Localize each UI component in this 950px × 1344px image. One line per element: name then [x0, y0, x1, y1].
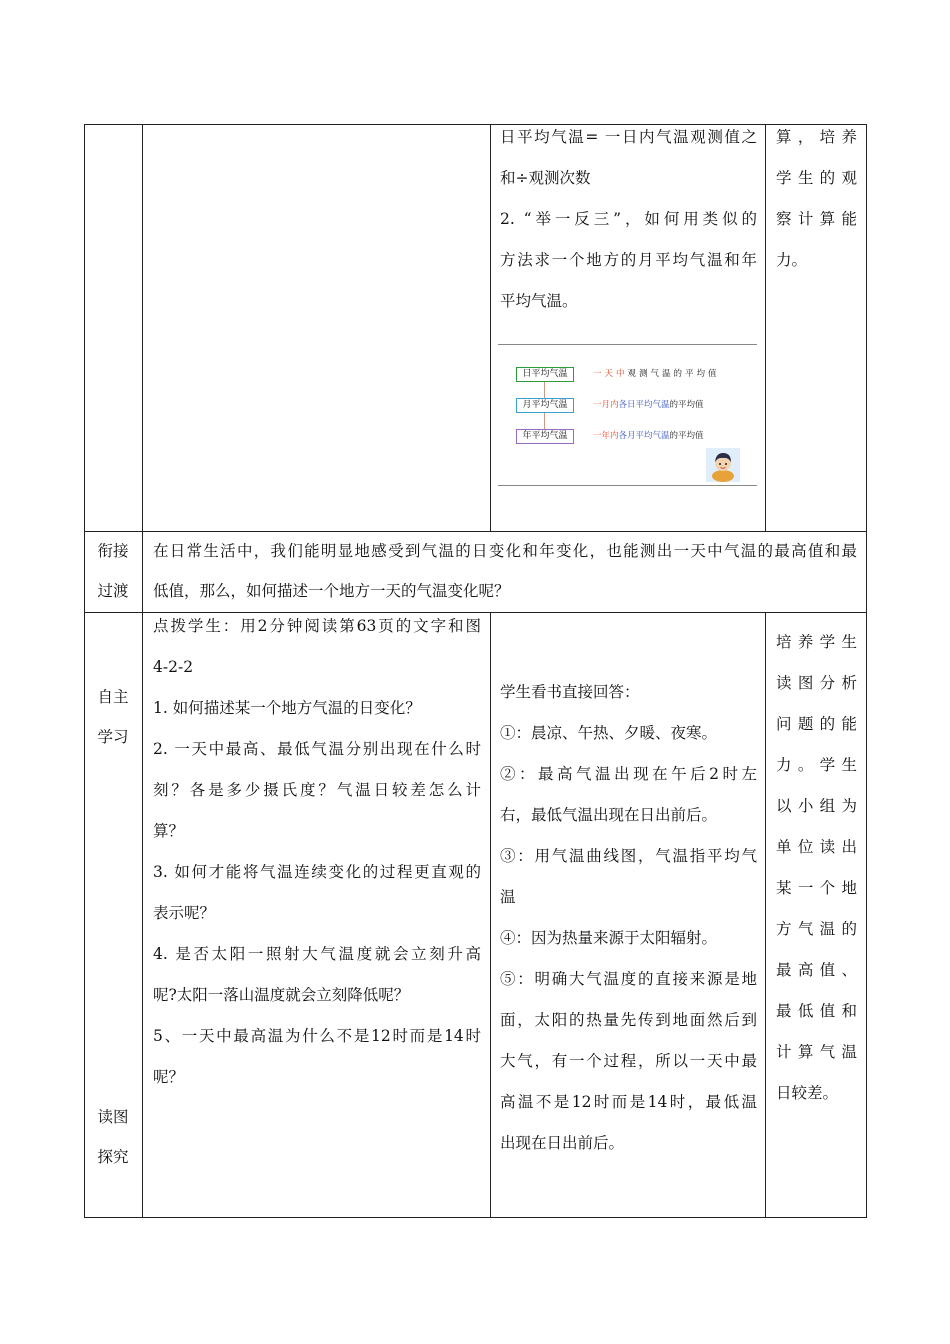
label-line: 过渡	[97, 582, 129, 600]
row3-student-answers	[500, 672, 757, 1164]
text-line: 单位读出	[776, 838, 857, 856]
text-line: 呢？	[153, 1068, 185, 1086]
text-line: 察计算能	[776, 210, 857, 228]
description-text: 的平均值	[669, 400, 704, 410]
text-line: 面，太阳的热量先传到地面然后到	[500, 1011, 757, 1029]
daily-average-box: 日平均气温	[516, 367, 574, 382]
table-divider	[490, 124, 491, 531]
label-line: 学习	[97, 728, 129, 746]
label-line: 衔接	[97, 542, 129, 560]
text-line: 读图分析	[776, 674, 857, 692]
table-divider	[765, 612, 766, 1218]
text-line: 算？	[153, 822, 185, 840]
table-divider	[765, 124, 766, 531]
text-line: 学生的观	[776, 169, 857, 187]
text-line: 学生看书直接回答：	[500, 683, 640, 701]
highlight-text: 一月内	[593, 400, 619, 410]
table-divider	[490, 612, 491, 1218]
diagram-top-rule	[498, 344, 757, 345]
row3-teacher-guidance	[153, 606, 481, 1098]
text-line: 计算气温	[776, 1043, 857, 1061]
text-line: 2. 一天中最高、最低气温分别出现在什么时	[153, 740, 481, 758]
highlight-text: 一天中	[593, 369, 628, 379]
description-text: 的平均值	[669, 431, 704, 441]
text-line: 3. 如何才能将气温连续变化的过程更直观的	[153, 863, 481, 881]
text-line: 表示呢？	[153, 904, 216, 922]
description-text: 观测气温的平均值	[627, 369, 720, 379]
highlight-text: 各月平均气温	[618, 431, 670, 441]
row1-teacher-text	[500, 117, 757, 322]
text-line: 力。	[776, 251, 808, 269]
text-line: 高温不是12时而是14时，最低温	[500, 1093, 757, 1111]
row3-label-self-study	[84, 677, 142, 757]
text-line: 呢?太阳一落山温度就会立刻降低呢？	[153, 986, 410, 1004]
text-line: 以小组为	[776, 797, 857, 815]
text-line: 培养学生	[776, 633, 857, 651]
table-divider	[142, 124, 143, 1218]
text-line: ①：晨凉、午热、夕暖、夜寒。	[500, 724, 718, 742]
text-line: 5、一天中最高温为什么不是12时而是14时	[153, 1027, 481, 1045]
text-line: 低值，那么，如何描述一个地方一天的气温变化呢？	[153, 582, 510, 600]
yearly-average-box: 年平均气温	[516, 429, 574, 444]
text-line: 方法求一个地方的月平均气温和年	[500, 251, 757, 269]
text-line: ②：最高气温出现在午后2时左	[500, 765, 757, 783]
highlight-text: 一年内	[593, 431, 619, 441]
text-line: 出现在日出前后。	[500, 1134, 625, 1152]
diagram-connector	[544, 413, 545, 429]
label-line: 探究	[97, 1148, 129, 1166]
text-line: 日较差。	[776, 1084, 839, 1102]
text-line: 4. 是否太阳一照射大气温度就会立刻升高	[153, 945, 481, 963]
monthly-average-description	[593, 399, 704, 411]
text-line: 最低值和	[776, 1002, 857, 1020]
text-line: ⑤：明确大气温度的直接来源是地	[500, 970, 757, 988]
text-line: 1. 如何描述某一个地方气温的日变化？	[153, 699, 421, 717]
student-cartoon-icon	[706, 448, 740, 482]
diagram-bottom-rule	[498, 485, 757, 486]
text-line: 力。学生	[776, 756, 857, 774]
yearly-average-description	[593, 430, 704, 442]
text-line: ③：用气温曲线图，气温指平均气	[500, 847, 757, 865]
row2-label	[84, 531, 142, 611]
text-line: 2. “举一反三”，如何用类似的	[500, 210, 757, 228]
row1-design-intent	[776, 117, 857, 281]
text-line: 问题的能	[776, 715, 857, 733]
text-line: 4-2-2	[153, 658, 194, 676]
text-line: 算，培养	[776, 128, 857, 146]
text-line: 温	[500, 888, 516, 906]
text-line: 在日常生活中，我们能明显地感受到气温的日变化和年变化，也能测出一天中气温的最高值和最	[153, 542, 857, 560]
daily-average-description	[593, 368, 720, 380]
text-line: 点拨学生：用2分钟阅读第63页的文字和图	[153, 617, 481, 635]
average-temperature-diagram	[498, 344, 757, 486]
text-line: 方气温的	[776, 920, 857, 938]
text-line: 最高值、	[776, 961, 857, 979]
row2-transition-text	[153, 531, 857, 611]
monthly-average-box: 月平均气温	[516, 398, 574, 413]
diagram-connector	[544, 382, 545, 398]
text-line: 右，最低气温出现在日出前后。	[500, 806, 718, 824]
highlight-text: 各日平均气温	[618, 400, 670, 410]
text-line: 某一个地	[776, 879, 857, 897]
text-line: 日平均气温= 一日内气温观测值之	[500, 128, 757, 146]
row3-label-map-reading	[84, 1097, 142, 1177]
text-line: 刻？各是多少摄氏度？气温日较差怎么计	[153, 781, 481, 799]
label-line: 自主	[97, 688, 129, 706]
text-line: 大气，有一个过程，所以一天中最	[500, 1052, 757, 1070]
row3-design-intent	[776, 622, 857, 1114]
text-line: 和÷观测次数	[500, 169, 591, 187]
label-line: 读图	[97, 1108, 129, 1126]
text-line: ④：因为热量来源于太阳辐射。	[500, 929, 718, 947]
text-line: 平均气温。	[500, 292, 578, 310]
